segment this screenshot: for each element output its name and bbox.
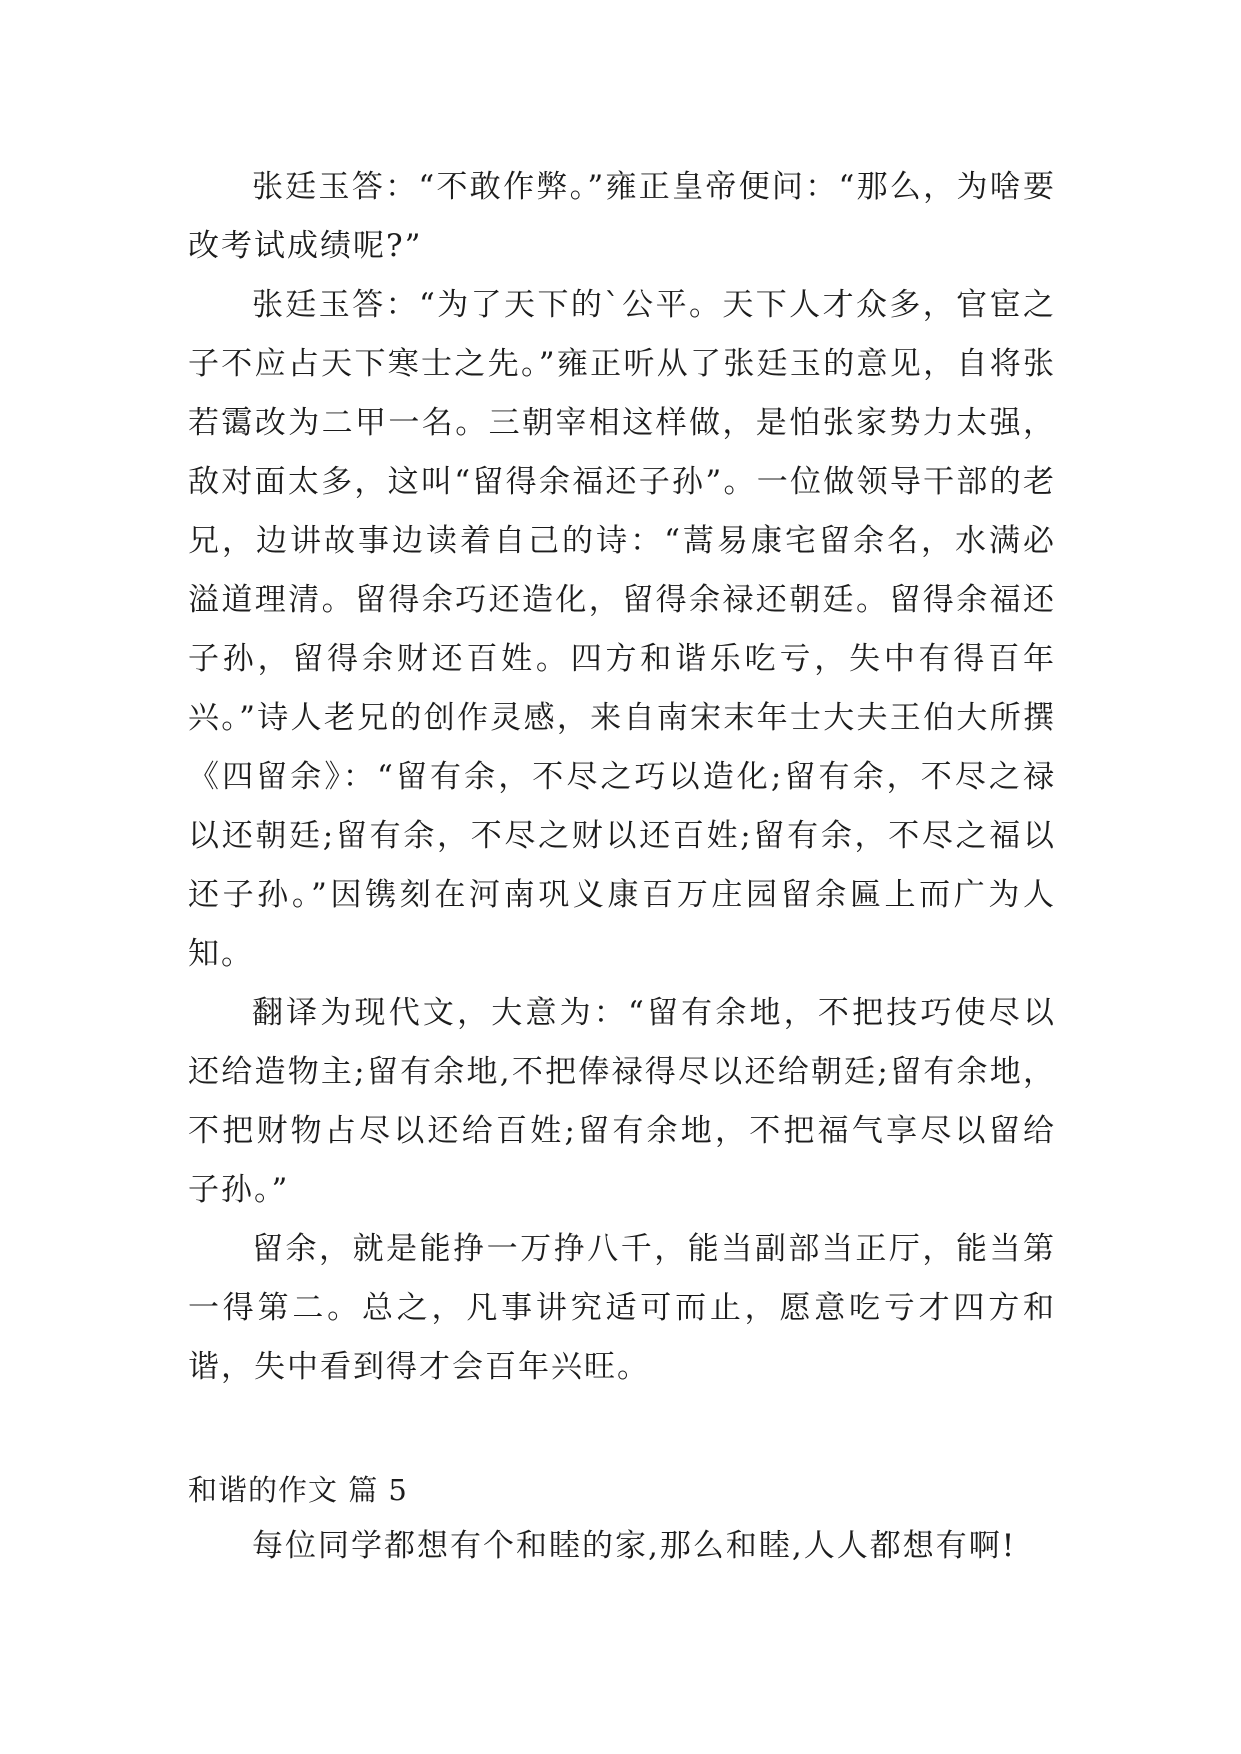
section-heading: 和谐的作文 篇 5 [188, 1473, 408, 1507]
document-body [188, 158, 1056, 1576]
paragraph-zhang-answer-cheating: 张廷玉答：“不敢作弊。”雍正皇帝便问：“那么，为啥要改考试成绩呢?” [188, 169, 1056, 264]
paragraph-harmony-intro: 每位同学都想有个和睦的家,那么和睦,人人都想有啊! [252, 1528, 1017, 1564]
paragraph-liuyu-summary: 留余，就是能挣一万挣八千，能当副部当正厅，能当第一得第二。总之，凡事讲究适可而止，愿意吃亏才四方和谐，失中看到得才会百年兴旺。 [188, 1231, 1056, 1385]
paragraph-modern-translation: 翻译为现代文，大意为：“留有余地，不把技巧使尽以还给造物主;留有余地,不把俸禄得尽以还给朝廷;留有余地，不把财物占尽以还给百姓;留有余地，不把福气享尽以留给子孙。” [188, 995, 1056, 1208]
paragraph-zhang-answer-fairness: 张廷玉答：“为了天下的`公平。天下人才众多，官宦之子不应占天下寒士之先。”雍正听从了张廷玉的意见，自将张若霭改为二甲一名。三朝宰相这样做，是怕张家势力太强，敌对面太多，这叫“留得余福还子孙”。一位做领导干部的老兄，边讲故事边读着自己的诗：“蒿易康宅留余名，水满必溢道理清。留得余巧还造化，留得余禄还朝廷。留得余福还子孙，留得余财还百姓。四方和谐乐吃亏，失中有得百年兴。”诗人老兄的创作灵感，来自南宋末年士大夫王伯大所撰《四留余》：“留有余，不尽之巧以造化;留有余，不尽之禄以还朝廷;留有余，不尽之财以还百姓;留有余，不尽之福以还子孙。”因镌刻在河南巩义康百万庄园留余匾上而广为人知。 [188, 287, 1056, 972]
